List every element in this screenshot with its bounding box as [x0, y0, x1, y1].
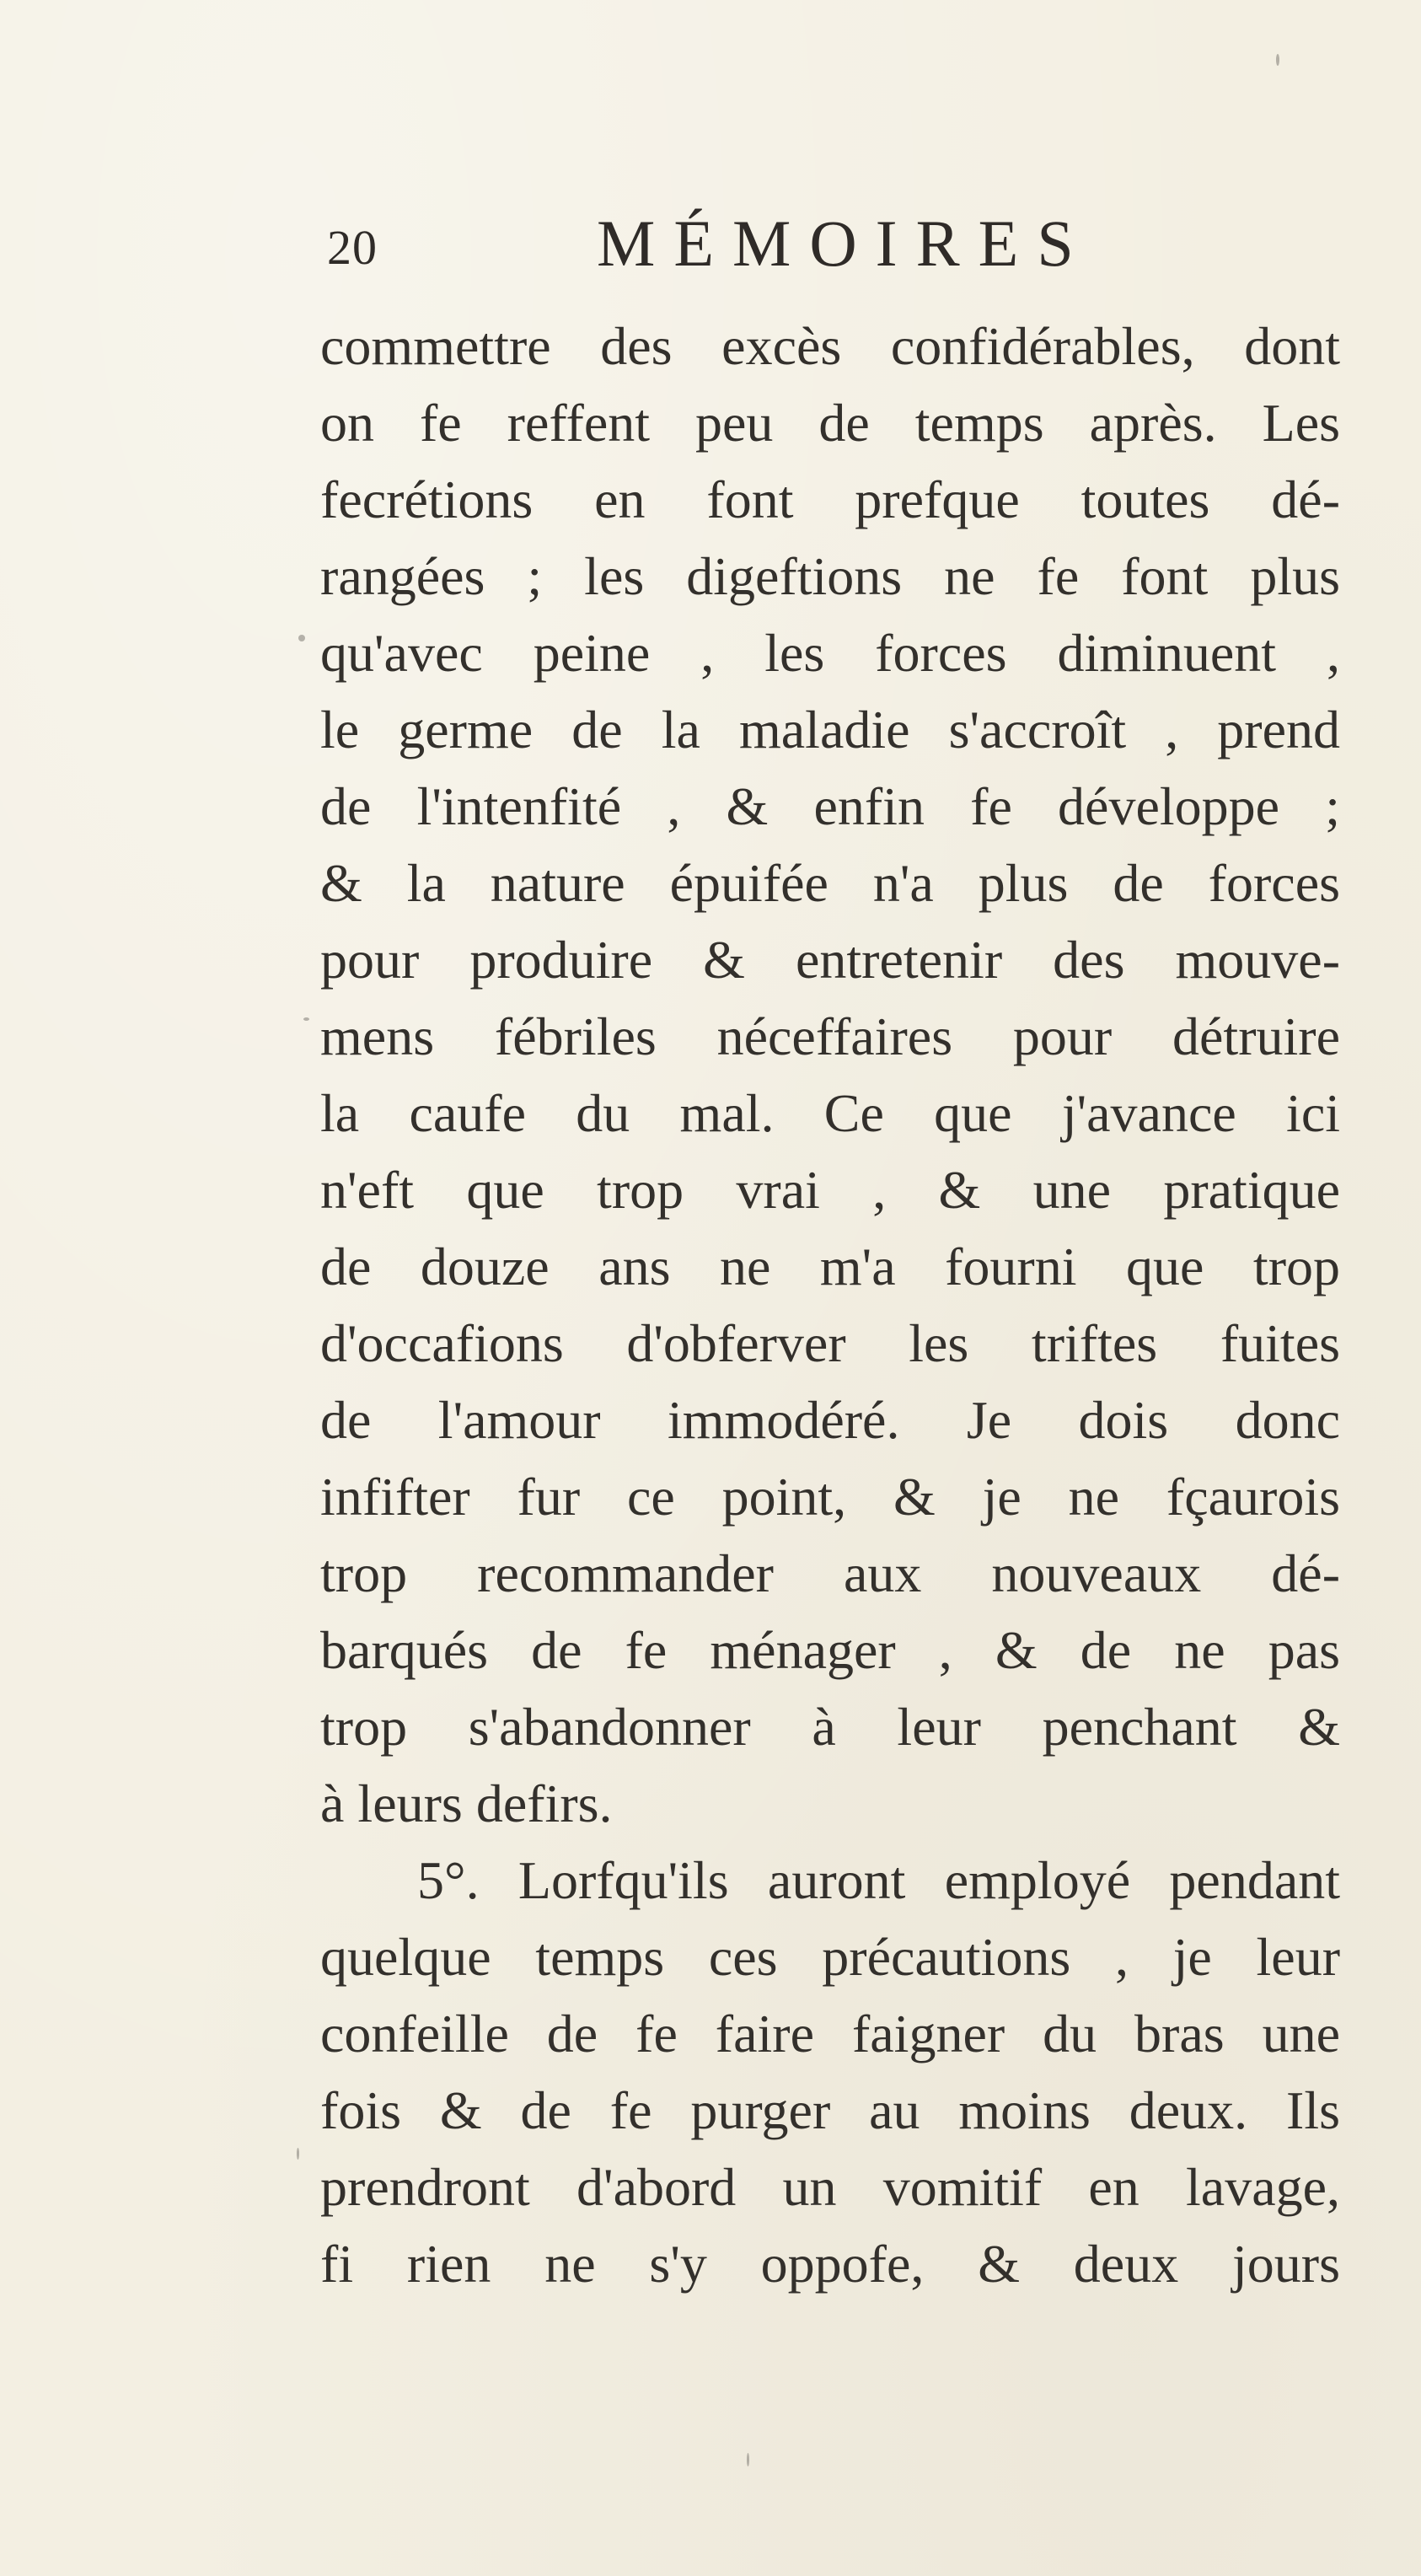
text-line: le germe de la maladie s'accroît , prend [320, 700, 1340, 759]
text-line: d'occafions d'obferver les triftes fuites [320, 1313, 1340, 1373]
text-line: prendront d'abord un vomitif en lavage, [320, 2157, 1340, 2217]
text-line: quelque temps ces précautions , je leur [320, 1927, 1340, 1987]
paper-speck [747, 2453, 749, 2466]
text-line: infifter fur ce point, & je ne fçaurois [320, 1467, 1340, 1527]
page-header [327, 202, 1170, 295]
paper-speck [298, 635, 305, 641]
text-line: à leurs defirs. [320, 1774, 613, 1833]
text-line: qu'avec peine , les forces diminuent , [320, 623, 1340, 683]
text-line: mens fébriles néceffaires pour détruire [320, 1006, 1340, 1066]
text-line: pour produire & entretenir des mouve- [320, 930, 1340, 990]
text-line: de douze ans ne m'a fourni que trop [320, 1237, 1340, 1296]
text-line: confeille de fe faire faigner du bras une [320, 2004, 1340, 2063]
text-line: n'eft que trop vrai , & une pratique [320, 1160, 1340, 1220]
running-title: MÉMOIRES [597, 207, 1092, 280]
text-line: fi rien ne s'y oppofe, & deux jours [320, 2234, 1340, 2294]
body-text [320, 308, 1340, 2302]
text-line: barqués de fe ménager , & de ne pas [320, 1620, 1340, 1680]
text-line: & la nature épuifée n'a plus de forces [320, 853, 1340, 913]
page-number: 20 [327, 220, 378, 275]
text-line: de l'intenfité , & enfin fe développe ; [320, 776, 1340, 836]
text-line: la caufe du mal. Ce que j'avance ici [320, 1083, 1340, 1143]
text-line: fecrétions en font prefque toutes dé- [320, 470, 1340, 529]
text-line: de l'amour immodéré. Je dois donc [320, 1390, 1340, 1450]
text-line: trop recommander aux nouveaux dé- [320, 1543, 1340, 1603]
text-line: fois & de fe purger au moins deux. Ils [320, 2080, 1340, 2140]
paper-speck [303, 1017, 309, 1021]
paper-speck [297, 2148, 299, 2160]
paper-speck [1276, 54, 1279, 66]
text-line: trop s'abandonner à leur penchant & [320, 1697, 1340, 1757]
text-line: on fe reffent peu de temps après. Les [320, 393, 1340, 453]
text-line: commettre des excès confidérables, dont [320, 316, 1340, 376]
text-line: 5°. Lorfqu'ils auront employé pendant [417, 1850, 1340, 1910]
text-line: rangées ; les digeftions ne fe font plus [320, 546, 1340, 606]
